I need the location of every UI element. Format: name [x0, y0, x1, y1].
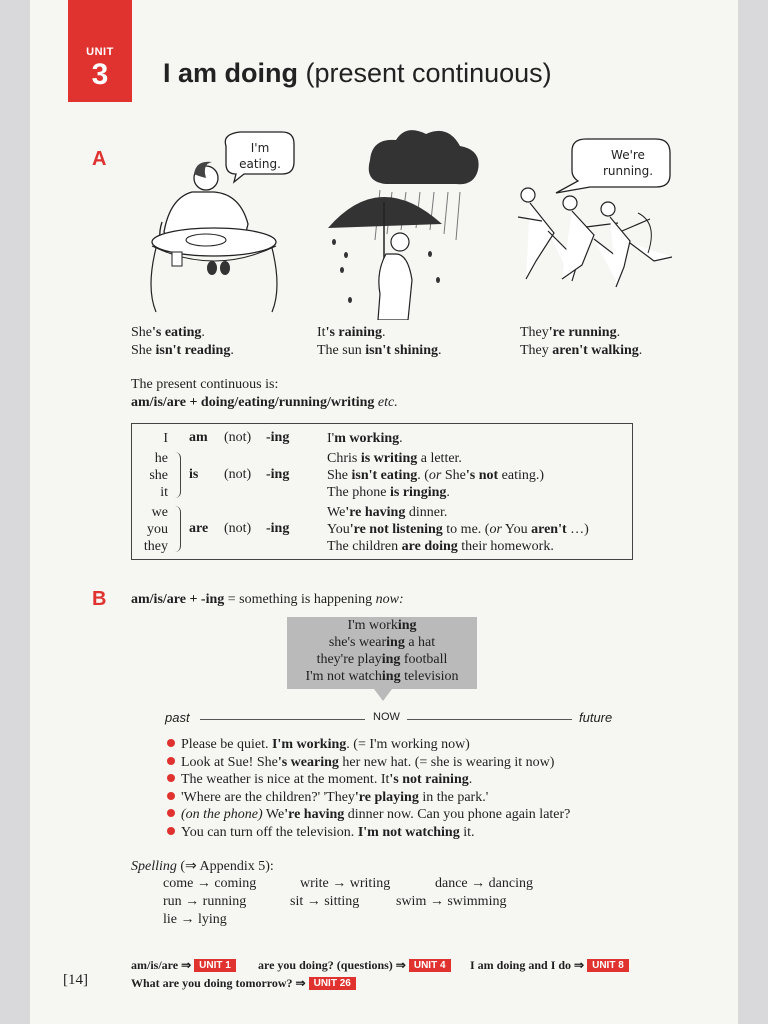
intro-line-1: The present continuous is: — [131, 377, 279, 392]
caption-text: . — [201, 325, 205, 340]
pronoun: I — [163, 431, 168, 446]
bullet-dot — [167, 757, 175, 765]
caption-running — [520, 324, 642, 360]
bubble-text: they're play — [316, 652, 382, 667]
example-italic: or — [489, 522, 502, 537]
caption-text: She — [131, 343, 156, 358]
example-bold: isn't eating — [351, 468, 418, 483]
example-text: She — [441, 468, 466, 483]
section-b-letter: B — [92, 588, 107, 610]
caption-bold: 's eating — [152, 325, 202, 340]
pronoun: they — [143, 539, 168, 554]
example-text: The children — [327, 539, 402, 554]
reference-text: am/is/are ⇒ — [131, 958, 192, 972]
list-item — [167, 806, 570, 824]
bubble-text: she's wear — [328, 635, 387, 650]
title-bold: I am doing — [163, 58, 298, 88]
ing-ending: -ing — [266, 521, 290, 536]
example-text: We — [262, 807, 285, 822]
pronoun: he — [154, 451, 168, 466]
pronoun: we — [151, 505, 168, 520]
page-number: [14] — [63, 972, 88, 988]
bubble-text: I'm work — [347, 618, 398, 633]
example-text: The phone — [327, 485, 390, 500]
cross-reference[interactable] — [131, 976, 359, 991]
caption-text: . — [638, 343, 643, 358]
woman-eating-illustration — [132, 130, 302, 320]
caption-text: It — [317, 325, 326, 340]
example-bold: aren't — [531, 522, 567, 537]
example-bold: I'm working — [271, 737, 347, 752]
table-example — [327, 538, 554, 555]
reference-text: are you doing? (questions) ⇒ — [258, 958, 406, 972]
caption-bold: isn't shining — [365, 343, 438, 358]
spelling-cell: swim → swimming — [396, 894, 507, 909]
table-example — [327, 504, 447, 521]
unit-badge — [68, 0, 132, 102]
bubble-eating-line2: eating. — [239, 157, 281, 171]
example-text: . ( — [417, 468, 429, 483]
example-list — [167, 736, 570, 841]
unit-badge-link[interactable]: UNIT 8 — [587, 959, 629, 972]
bubble-running-line1: We're — [611, 148, 645, 162]
caption-bold: aren't walking — [552, 343, 639, 358]
caption-text: . — [437, 343, 442, 358]
title-rest: (present continuous) — [298, 58, 552, 88]
intro-etc: etc. — [374, 395, 398, 410]
example-text: it. — [459, 824, 475, 840]
example-bold: I'm not watching — [357, 824, 460, 840]
caption-text: They — [520, 343, 553, 358]
example-bold: 're having — [345, 505, 406, 520]
example-text: You — [327, 522, 350, 537]
example-text: . — [399, 431, 403, 446]
intro-line-2 — [131, 395, 398, 411]
table-example — [327, 521, 589, 538]
example-bold: 's not — [465, 468, 499, 483]
caption-eating — [131, 324, 234, 360]
example-italic: (on the phone) — [181, 807, 263, 822]
bubble-bold: ing — [381, 669, 401, 684]
spelling-cell: lie → lying — [163, 912, 227, 927]
timeline-now: NOW — [373, 711, 400, 723]
table-example — [327, 484, 450, 501]
timeline-past: past — [165, 710, 190, 725]
example-text: . — [468, 772, 473, 787]
pronoun: it — [160, 485, 168, 500]
example-text: You can turn off the television. — [181, 824, 358, 840]
example-text: She — [327, 468, 352, 483]
example-bold: is writing — [360, 451, 418, 466]
example-bold: 's not raining — [389, 772, 469, 787]
spelling-label: Spelling — [131, 859, 177, 874]
caption-raining — [317, 324, 441, 360]
unit-badge-link[interactable]: UNIT 4 — [409, 959, 451, 972]
bullet-dot — [167, 739, 175, 747]
unit-badge-link[interactable]: UNIT 1 — [194, 959, 236, 972]
now-examples-bubble — [287, 617, 477, 689]
caption-bold: 's raining — [325, 325, 382, 340]
example-text: Look at Sue! She — [181, 754, 278, 770]
spelling-cell: run → running — [163, 894, 247, 909]
example-bold: 're having — [284, 807, 345, 822]
example-bold: 're playing — [354, 789, 419, 805]
rule-now: now: — [375, 592, 404, 607]
section-a-letter: A — [92, 148, 107, 170]
bubble-bold: ing — [381, 652, 401, 667]
negation: (not) — [224, 430, 252, 445]
verb-form: am — [189, 430, 208, 445]
present-continuous-table — [131, 423, 633, 560]
example-italic: or — [428, 468, 442, 483]
reference-text: I am doing and I do ⇒ — [470, 958, 585, 972]
bullet-dot — [167, 809, 175, 817]
list-item — [167, 771, 570, 789]
negation: (not) — [224, 467, 252, 482]
list-item — [167, 754, 570, 772]
bubble-line — [287, 617, 477, 634]
timeline — [165, 708, 615, 728]
example-text: eating.) — [498, 468, 545, 483]
brace — [172, 452, 181, 498]
bubble-bold: ing — [386, 635, 405, 650]
spelling-cell: dance → dancing — [435, 876, 533, 891]
example-text: …) — [566, 522, 589, 537]
example-text: their homework. — [457, 539, 554, 554]
verb-form: are — [189, 521, 209, 536]
timeline-line-left — [200, 719, 365, 720]
bubble-text: television — [400, 669, 459, 684]
caption-text: . — [616, 325, 621, 340]
caption-bold: 're running — [548, 325, 617, 340]
spelling-cell: come → coming — [163, 876, 257, 891]
bullet-dot — [167, 827, 175, 835]
caption-text: They — [520, 325, 549, 340]
list-item — [167, 824, 570, 842]
example-text: dinner. — [405, 505, 448, 520]
brace — [172, 506, 181, 552]
cross-reference[interactable] — [131, 958, 239, 973]
caption-text: She — [131, 325, 152, 340]
rule-text: = something is happening — [224, 592, 376, 607]
example-bold: 're not listening — [349, 522, 443, 537]
example-bold: is ringing — [389, 485, 447, 500]
bubble-line — [287, 651, 477, 668]
bubble-text: football — [400, 652, 448, 667]
table-example — [327, 430, 403, 447]
unit-number: 3 — [91, 58, 109, 91]
example-text: a letter. — [417, 451, 462, 466]
bubble-text: I'm not watch — [305, 669, 382, 684]
appendix-link[interactable]: (⇒ Appendix 5): — [176, 859, 274, 874]
raining-illustration — [320, 130, 490, 320]
unit-badge-link[interactable]: UNIT 26 — [309, 977, 356, 990]
cross-reference[interactable] — [470, 958, 632, 973]
page-title — [163, 58, 552, 89]
running-illustration — [508, 135, 683, 320]
bullet-dot — [167, 792, 175, 800]
ing-ending: -ing — [266, 467, 290, 482]
example-text: . — [446, 485, 450, 500]
timeline-line-right — [407, 719, 572, 720]
spelling-cell: write → writing — [300, 876, 391, 891]
caption-text: The sun — [317, 343, 366, 358]
example-text: The weather is nice at the moment. It — [181, 772, 390, 787]
list-item — [167, 736, 570, 754]
pronoun: you — [147, 522, 168, 537]
example-text: You — [501, 522, 532, 537]
table-example — [327, 467, 544, 484]
unit-label: UNIT — [86, 46, 114, 58]
list-item — [167, 789, 570, 807]
example-text: Chris — [327, 451, 361, 466]
example-text: dinner now. Can you phone again later? — [344, 807, 571, 822]
spelling-heading — [131, 858, 274, 876]
bubble-running-line2: running. — [602, 164, 654, 178]
example-text: her new hat. (= she is wearing it now) — [338, 754, 555, 770]
example-text: in the park.' — [418, 789, 489, 805]
bubble-line — [287, 634, 477, 651]
table-example — [327, 450, 462, 467]
timeline-future: future — [579, 710, 613, 725]
example-text: Please be quiet. — [181, 737, 272, 752]
example-text: . (= I'm working now) — [346, 737, 470, 752]
bubble-text: a hat — [404, 635, 436, 650]
rule-formula: am/is/are + -ing — [131, 592, 225, 607]
example-bold: 's wearing — [277, 754, 339, 770]
caption-text: . — [381, 325, 386, 340]
example-bold: are doing — [401, 539, 458, 554]
bullet-dot — [167, 774, 175, 782]
example-text: 'Where are the children?' 'They — [181, 789, 355, 805]
caption-text: . — [230, 343, 234, 358]
bubble-bold: ing — [397, 618, 417, 633]
verb-form: is — [189, 467, 199, 482]
spelling-cell: sit → sitting — [290, 894, 360, 909]
section-b-rule — [131, 592, 404, 608]
pronoun: she — [149, 468, 168, 483]
bubble-line — [287, 668, 477, 685]
ing-ending: -ing — [266, 430, 290, 445]
reference-text: What are you doing tomorrow? ⇒ — [131, 976, 306, 990]
example-text: to me. ( — [442, 522, 490, 537]
example-text: I' — [327, 431, 335, 446]
example-text: We — [327, 505, 346, 520]
intro-formula: am/is/are + doing/eating/running/writing — [131, 395, 375, 410]
cross-reference[interactable] — [258, 958, 454, 973]
bubble-eating-line1: I'm — [250, 141, 270, 155]
caption-bold: isn't reading — [155, 343, 231, 358]
negation: (not) — [224, 521, 252, 536]
example-bold: m working — [334, 431, 400, 446]
